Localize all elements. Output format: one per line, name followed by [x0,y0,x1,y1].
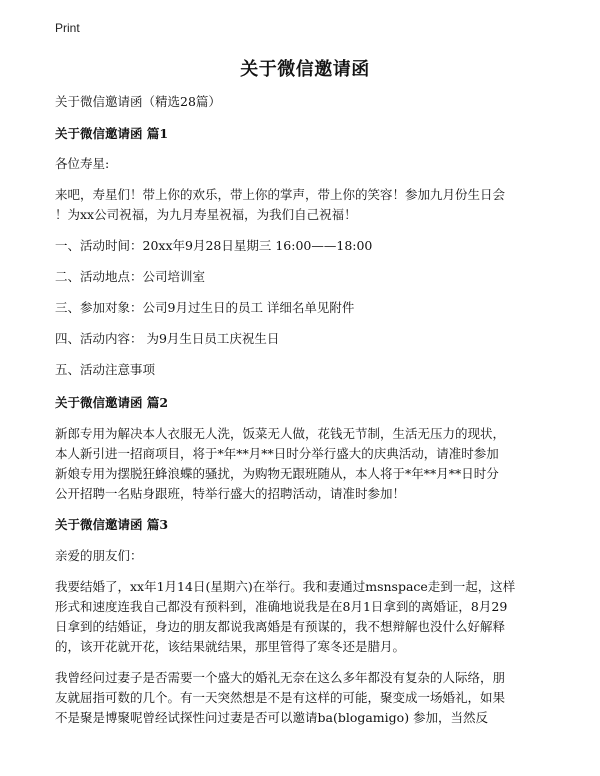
section-3-p1-line-2: 形式和速度连我自己都没有预料到，准确地说我是在8月1日拿到的离婚证，8月29 [55,599,508,614]
section-2-line-1: 新郎专用为解决本人衣服无人洗，饭菜无人做，花钱无节制，生活无压力的现状， [55,426,506,441]
print-link[interactable]: Print [55,21,80,35]
section-2-line-2: 本人新引进一招商项目，将于*年**月**日时分举行盛大的庆典活动，请准时参加 [55,446,499,461]
section-1-item-5: 五、活动注意事项 [55,362,156,377]
section-1-intro-line-1: 来吧，寿星们！带上你的欢乐，带上你的掌声，带上你的笑容！参加九月份生日会 [55,187,506,202]
section-3-p2-line-1: 我曾经问过妻子是否需要一个盛大的婚礼无奈在这么多年都没有复杂的人际络，朋 [55,670,506,685]
section-3-p2-line-2: 友就屈指可数的几个。有一天突然想是不是有这样的可能，聚变成一场婚礼，如果 [55,690,506,705]
section-2-line-3: 新娘专用为摆脱狂蜂浪蝶的骚扰，为购物无跟班随从，本人将于*年**月**日时分 [55,466,499,481]
section-1-intro-line-2: ！为xx公司祝福，为九月寿星祝福，为我们自己祝福！ [55,207,357,222]
section-1-item-1: 一、活动时间：20xx年9月28日星期三 16:00——18:00 [55,238,373,253]
section-2-heading: 关于微信邀请函 篇2 [55,395,169,410]
section-2-line-4: 公开招聘一名贴身跟班，特举行盛大的招聘活动，请准时参加！ [55,486,406,501]
section-1-greeting: 各位寿星: [55,156,110,171]
section-3-heading: 关于微信邀请函 篇3 [55,517,169,532]
section-1-heading: 关于微信邀请函 篇1 [55,126,169,141]
section-3-p2-line-3: 不是聚是博聚呢曾经试探性问过妻是否可以邀请ba(blogamigo) 参加，当然反 [55,710,489,725]
section-3-greeting: 亲爱的朋友们： [55,548,143,563]
section-3-p1-line-1: 我要结婚了，xx年1月14日(星期六)在举行。我和妻通过msnspace走到一起，这样 [55,579,516,594]
section-1-item-4: 四、活动内容： 为9月生日员工庆祝生日 [55,331,280,346]
section-3-p1-line-3: 日拿到的结婚证，身边的朋友都说我离婚是有预谋的，我不想辩解也没什么好解释 [55,619,506,634]
section-1-item-2: 二、活动地点：公司培训室 [55,269,206,284]
section-1-item-3: 三、参加对象：公司9月过生日的员工 详细名单见附件 [55,300,355,315]
page-title: 关于微信邀请函 [240,59,370,80]
document-subtitle: 关于微信邀请函（精选28篇） [55,94,221,109]
section-3-p1-line-4: 的，该开花就开花，该结果就结果，那里管得了寒冬还是腊月。 [55,639,406,654]
